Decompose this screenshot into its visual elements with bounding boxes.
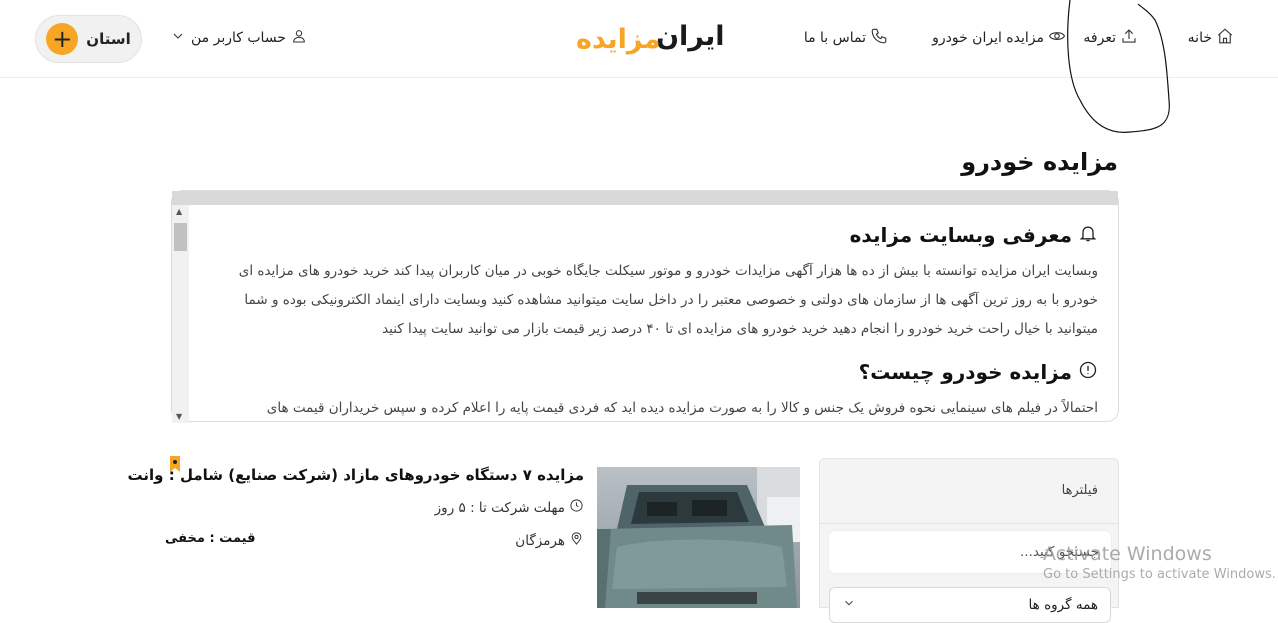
- intro-box[interactable]: [171, 190, 1119, 422]
- watermark-line-1: Activate Windows: [1043, 543, 1212, 565]
- listing-price: قیمت : مخفی: [165, 531, 256, 546]
- eye-icon: [1048, 27, 1066, 49]
- plus-icon: +: [46, 23, 78, 55]
- info-icon: [1078, 360, 1098, 385]
- user-icon: [291, 28, 307, 48]
- location-text: هرمزگان: [515, 532, 565, 549]
- filters-panel: [819, 458, 1119, 613]
- province-button[interactable]: [35, 15, 142, 63]
- logo-text-dark: ایران: [656, 21, 725, 52]
- chevron-down-icon: [170, 28, 186, 48]
- home-icon: [1216, 27, 1234, 49]
- filters-title: فیلترها: [1061, 483, 1098, 498]
- intro-heading-1: [212, 219, 1098, 251]
- nav-iran-khodro[interactable]: [932, 27, 1066, 49]
- province-label: استان: [86, 30, 131, 48]
- nav-home[interactable]: [1188, 27, 1234, 49]
- listing-deadline: [435, 498, 584, 517]
- nav-tariff-label: تعرفه: [1083, 30, 1116, 46]
- listing-title[interactable]: مزایده ۷ دستگاه خودروهای مازاد (شرکت صنایع) شامل : وانت: [127, 466, 584, 484]
- deadline-text: مهلت شرکت تا : ۵ روز: [434, 499, 565, 516]
- intro-top-bar: [172, 191, 1118, 205]
- logo-text-accent: مزایده: [576, 24, 661, 55]
- scroll-up-arrow-icon[interactable]: ▲: [176, 207, 183, 216]
- filters-group-select[interactable]: [829, 587, 1111, 623]
- filters-search-input[interactable]: [829, 531, 1111, 573]
- filters-group-select-value: همه گروه ها: [1028, 597, 1098, 613]
- intro-heading-2-text: مزایده خودرو چیست؟: [858, 360, 1072, 384]
- location-pin-icon: [569, 531, 584, 550]
- phone-icon: [870, 27, 888, 49]
- intro-heading-1-text: معرفی وبسایت مزایده: [849, 223, 1072, 247]
- account-menu[interactable]: [170, 27, 307, 49]
- filters-divider: [820, 523, 1118, 524]
- listing-location: [515, 531, 584, 550]
- nav-iran-khodro-label: مزایده ایران خودرو: [932, 30, 1044, 46]
- intro-heading-2: [212, 356, 1098, 388]
- clock-icon: [569, 498, 584, 517]
- nav-contact[interactable]: [804, 27, 888, 49]
- scroll-down-arrow-icon[interactable]: ▼: [176, 412, 183, 421]
- intro-scrollbar[interactable]: [172, 205, 189, 423]
- nav-contact-label: تماس با ما: [803, 30, 866, 46]
- upload-icon: [1120, 27, 1138, 49]
- scroll-thumb[interactable]: [174, 223, 187, 251]
- chevron-down-icon: [842, 596, 856, 614]
- intro-paragraph-1: وبسایت ایران مزایده توانسته با بیش از ده ها هزار آگهی مزایدات خودرو و موتور سیکلت جایگاه خوبی در میان کاربران پیدا کند خرید خودرو های مزایده ای خودرو با به روز ترین آگهی ها از سازمان های دولتی و خصوصی معتبر را در داخل سایت میتوانید مشاهده کنید وبسایت دارای اینماد الکترونیکی بوده و شما میتوانید با خیال راحت خرید خودرو را انجام دهید خرید خودرو های مزایده ای تا ۴۰ درصد زیر قیمت بازار می توانید سایت پیدا کنید: [238, 263, 1098, 337]
- intro-content: [212, 219, 1098, 423]
- listing-car-image[interactable]: [597, 467, 800, 608]
- nav-home-label: خانه: [1187, 30, 1212, 46]
- site-logo[interactable]: [478, 14, 725, 56]
- account-label: حساب کاربر من: [191, 30, 286, 46]
- watermark-line-2: Go to Settings to activate Windows.: [1043, 567, 1276, 582]
- nav-tariff[interactable]: [1083, 27, 1138, 49]
- page-title: مزایده خودرو: [961, 148, 1118, 176]
- site-header: [0, 0, 1278, 78]
- intro-paragraph-2: احتمالاً در فیلم های سینمایی نحوه فروش یک جنس و کالا را به صورت مزایده دیده اید که فردی قیمت پایه را اعلام کرده و سپس خریداران قیمت های: [266, 400, 1098, 416]
- bell-icon: [1078, 223, 1098, 248]
